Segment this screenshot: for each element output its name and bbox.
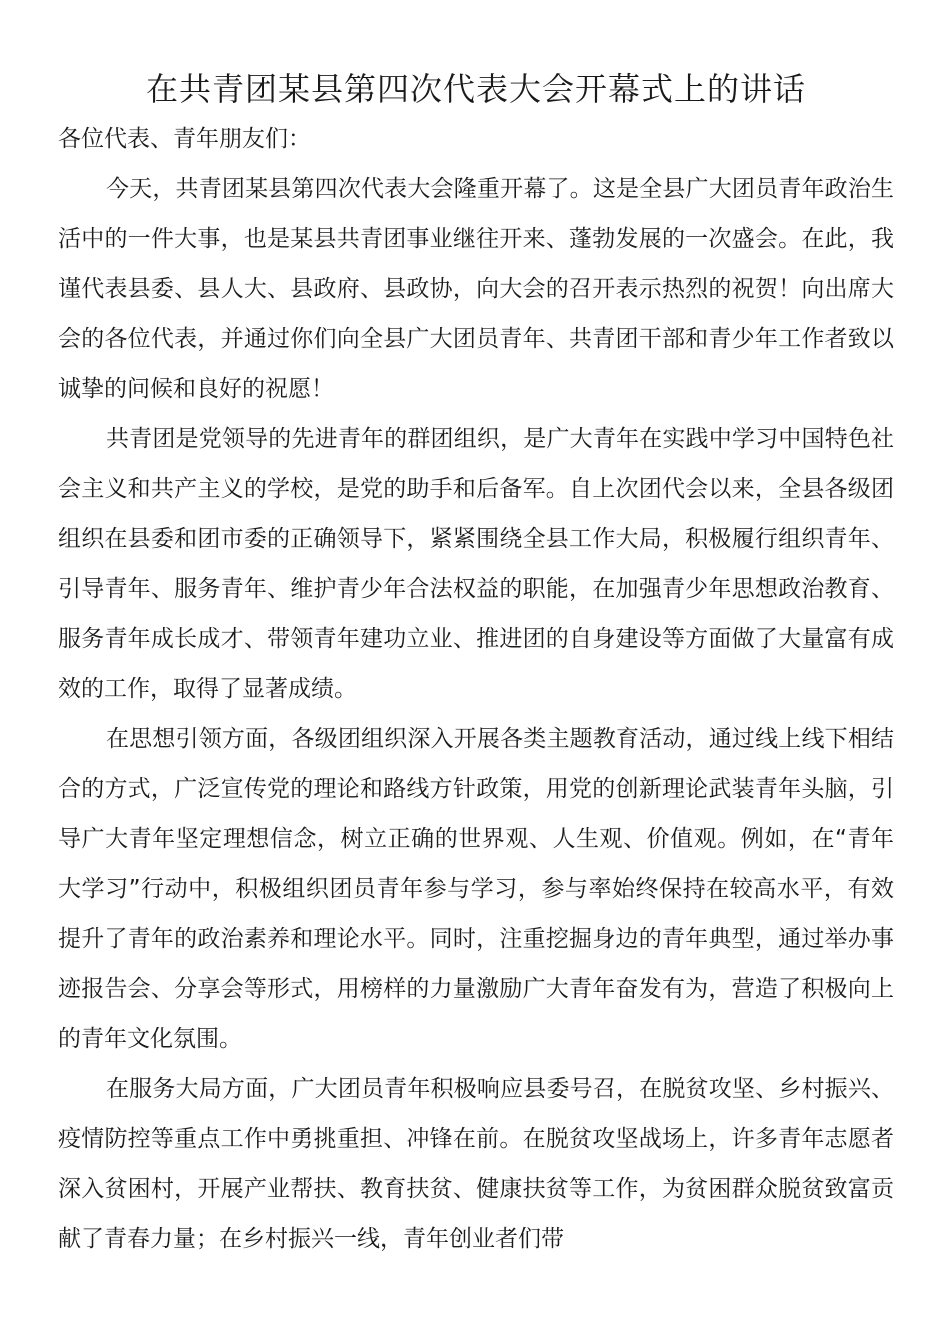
paragraph: 今天，共青团某县第四次代表大会隆重开幕了。这是全县广大团员青年政治生活中的一件大事，也是某县共青团事业继往开来、蓬勃发展的一次盛会。在此，我谨代表县委、县人大、县政府、县政协，向大会的召开表示热烈的祝贺！向出席大会的各位代表，并通过你们向全县广大团员青年、共青团干部和青少年工作者致以诚挚的问候和良好的祝愿！: [58, 176, 894, 402]
salutation: 各位代表、青年朋友们：: [58, 126, 311, 152]
paragraph: 在服务大局方面，广大团员青年积极响应县委号召，在脱贫攻坚、乡村振兴、疫情防控等重点工作中勇挑重担、冲锋在前。在脱贫攻坚战场上，许多青年志愿者深入贫困村，开展产业帮扶、教育扶贫、健康扶贫等工作，为贫困群众脱贫致富贡献了青春力量；在乡村振兴一线，青年创业者们带: [58, 1076, 894, 1252]
paragraph: 在思想引领方面，各级团组织深入开展各类主题教育活动，通过线上线下相结合的方式，广泛宣传党的理论和路线方针政策，用党的创新理论武装青年头脑，引导广大青年坚定理想信念，树立正确的世界观、人生观、价值观。例如，在“青年大学习”行动中，积极组织团员青年参与学习，参与率始终保持在较高水平，有效提升了青年的政治素养和理论水平。同时，注重挖掘身边的青年典型，通过举办事迹报告会、分享会等形式，用榜样的力量激励广大青年奋发有为，营造了积极向上的青年文化氛围。: [58, 726, 894, 1052]
paragraph: 共青团是党领导的先进青年的群团组织，是广大青年在实践中学习中国特色社会主义和共产主义的学校，是党的助手和后备军。自上次团代会以来，全县各级团组织在县委和团市委的正确领导下，紧紧围绕全县工作大局，积极履行组织青年、引导青年、服务青年、维护青少年合法权益的职能，在加强青少年思想政治教育、服务青年成长成才、带领青年建功立业、推进团的自身建设等方面做了大量富有成效的工作，取得了显著成绩。: [58, 426, 894, 702]
document-title: 在共青团某县第四次代表大会开幕式上的讲话: [145, 70, 806, 108]
document-page: [58, 64, 894, 1264]
